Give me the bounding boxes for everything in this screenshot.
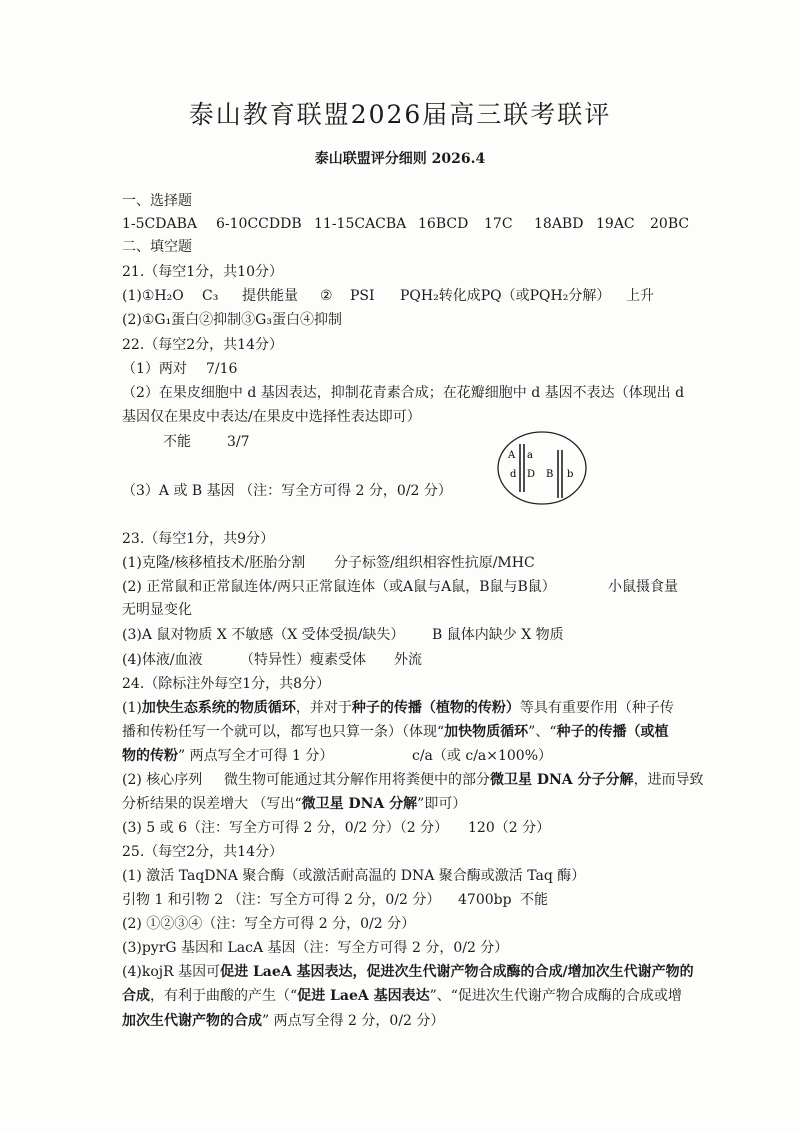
allele-B: B [546, 469, 554, 480]
answer-20: 20BC [650, 216, 690, 232]
q25-part: ”、“促进次生代谢产物合成酶的合成或增 [429, 988, 682, 1004]
q23-line-5 [122, 650, 422, 670]
answer-6-10: 6-10CCDDB [216, 216, 302, 232]
q21-ans-7: 上升 [626, 288, 654, 304]
answer-18: 18ABD [534, 216, 584, 232]
page-subtitle: 泰山联盟评分细则 2026.4 [314, 151, 486, 167]
q25-line-7 [122, 1011, 444, 1031]
q22-ans-1: （1）两对 [122, 361, 187, 377]
q25-ans: 不能 [520, 892, 548, 908]
q24-part: ，进而导致 [633, 772, 704, 788]
q23-line-2 [122, 577, 678, 597]
q25-line-3: (2) ①②③④（注：写全方可得 2 分，0/2 分） [122, 916, 416, 932]
q24-ans: 120（2 分） [468, 820, 551, 836]
allele-A: A [508, 450, 516, 461]
q24-key: 微卫星 DNA 分解 [301, 796, 418, 812]
q21-line-1 [122, 286, 654, 306]
q23-ans-7: (4)体液/血液 [122, 652, 203, 668]
q24-ans: c/a（或 c/a×100%） [412, 748, 553, 764]
q22-line-5: （3）A 或 B 基因 （注：写全方可得 2 分，0/2 分） [122, 483, 452, 499]
q21-heading: 21.（每空1分，共10分） [122, 264, 283, 280]
q24-key: 加快生态系统的物质循环 [141, 700, 296, 716]
q24-part: (1) [122, 700, 142, 716]
q25-part: (4)kojR 基因可 [122, 964, 221, 980]
q22-line-2: （2）在果皮细胞中 d 基因表达，抑制花青素合成；在花瓣细胞中 d 基因不表达（体现出 d [122, 385, 685, 401]
q25-line-6 [122, 986, 682, 1006]
q24-key: 加快物质循环 [444, 724, 529, 740]
q23-ans-2: 分子标签/组织相容性抗原/MHC [334, 555, 535, 571]
q25-line-5 [122, 962, 694, 982]
allele-a: a [527, 450, 533, 461]
q24-part: 播和传粉任写一个就可以，都写也只算一条）（体现“ [122, 724, 445, 740]
q24-heading: 24.（除标注外每空1分，共8分） [122, 676, 331, 692]
q24-part: ” 两点写全才可得 1 分） [178, 748, 334, 764]
q25-line-1: (1) 激活 TaqDNA 聚合酶（或激活耐高温的 DNA 聚合酶或激活 Taq 酶） [122, 868, 586, 884]
q24-line-6 [122, 818, 550, 838]
q25-heading: 25.（每空2分，共14分） [122, 844, 283, 860]
cell-outline [498, 432, 586, 504]
q21-ans-6: PQH₂转化成PQ（或PQH₂分解） [400, 288, 611, 304]
q23-ans-8: （特异性）瘦素受体 [240, 652, 366, 668]
q23-line-1 [122, 553, 535, 573]
q25-ans: 引物 1 和引物 2 （注：写全方可得 2 分，0/2 分） [122, 892, 441, 908]
answer-11-15: 11-15CACBA [314, 216, 407, 232]
q24-line-2 [122, 722, 668, 742]
section-fill-heading: 二、填空题 [122, 239, 192, 255]
q24-part: 分析结果的误差增大 （写出“ [122, 796, 302, 812]
q24-key: 微卫星 DNA 分子分解 [490, 772, 634, 788]
q23-ans-9: 外流 [394, 652, 422, 668]
q23-ans-5: (3)A 鼠对物质 X 不敏感（X 受体受损/缺失） [122, 627, 405, 643]
q21-ans-5: PSI [350, 288, 375, 304]
q24-ans: (2) 核心序列 [122, 772, 203, 788]
q24-line-4 [122, 770, 704, 790]
q23-ans-1: (1)克隆/核移植技术/胚胎分割 [122, 555, 306, 571]
q25-line-4: (3)pyrG 基因和 LacA 基因（注：写全方可得 2 分，0/2 分） [122, 940, 509, 956]
q25-key: 促进 LaeA 基因表达 [297, 988, 430, 1004]
q21-ans-1: (1)①H₂O [122, 288, 184, 304]
q25-key: 合成 [122, 988, 150, 1004]
q22-line-3: 基因仅在果皮中表达/在果皮中选择性表达即可） [122, 409, 421, 425]
q24-part: ”即可） [417, 796, 467, 812]
q25-ans: 4700bp [458, 892, 512, 908]
q24-line-1 [122, 698, 674, 718]
q25-line-2 [122, 890, 548, 910]
q21-ans-4: ② [320, 288, 333, 304]
allele-b: b [567, 469, 574, 480]
allele-D: D [527, 469, 536, 480]
q23-ans-6: B 鼠体内缺少 X 物质 [432, 627, 564, 643]
q22-line-1 [122, 359, 237, 379]
q23-heading: 23.（每空1分，共9分） [122, 531, 275, 547]
choice-answers [122, 214, 689, 234]
q25-part: ” 两点写全得 2 分，0/2 分） [262, 1013, 445, 1029]
q25-key: 促进 LaeA 基因表达，促进次生代谢产物合成酶的合成/增加次生代谢产物的 [220, 964, 694, 980]
answer-17: 17C [484, 216, 513, 232]
allele-d: d [510, 469, 517, 480]
answer-19: 19AC [596, 216, 635, 232]
answer-16: 16BCD [418, 216, 469, 232]
q21-line-2: (2)①G₁蛋白②抑制③G₃蛋白④抑制 [122, 312, 342, 328]
q24-part: ，并对于 [295, 700, 352, 716]
q24-key: 种子的传播（植物的传粉） [351, 700, 520, 716]
q21-ans-3: 提供能量 [242, 288, 298, 304]
q23-line-4 [122, 625, 564, 645]
q25-part: ，有利于曲酸的产生（“ [150, 988, 298, 1004]
q23-line-3: 无明显变化 [122, 602, 192, 618]
q24-line-5 [122, 794, 466, 814]
q22-ans-3: 不能 [163, 434, 191, 450]
answer-1-5: 1-5CDABA [122, 216, 197, 232]
q24-line-3 [122, 746, 552, 766]
section-choice-heading: 一、选择题 [122, 193, 192, 209]
chromosome-cell-diagram [496, 430, 588, 506]
q25-key: 加次生代谢产物的合成 [122, 1013, 262, 1029]
q24-key: 种子的传播（或植 [556, 724, 669, 740]
q22-ans-4: 3/7 [227, 434, 250, 450]
q24-ans: (3) 5 或 6（注：写全方可得 2 分，0/2 分）（2 分） [122, 820, 449, 836]
page-title: 泰山教育联盟2026届高三联考联评 [188, 100, 612, 129]
q23-ans-3: (2) 正常鼠和正常鼠连体/两只正常鼠连体（或A鼠与A鼠，B鼠与B鼠） [122, 579, 556, 595]
q23-ans-4: 小鼠摄食量 [608, 579, 678, 595]
q24-part: ”、“ [528, 724, 557, 740]
q21-ans-2: C₃ [202, 288, 219, 304]
q22-ans-2: 7/16 [206, 361, 238, 377]
q24-key: 物的传粉 [122, 748, 178, 764]
q24-part: 等具有重要作用（种子传 [519, 700, 674, 716]
q22-heading: 22.（每空2分，共14分） [122, 337, 283, 353]
q24-part: 微生物可能通过其分解作用将粪便中的部分 [224, 772, 490, 788]
q22-line-4 [163, 432, 250, 452]
